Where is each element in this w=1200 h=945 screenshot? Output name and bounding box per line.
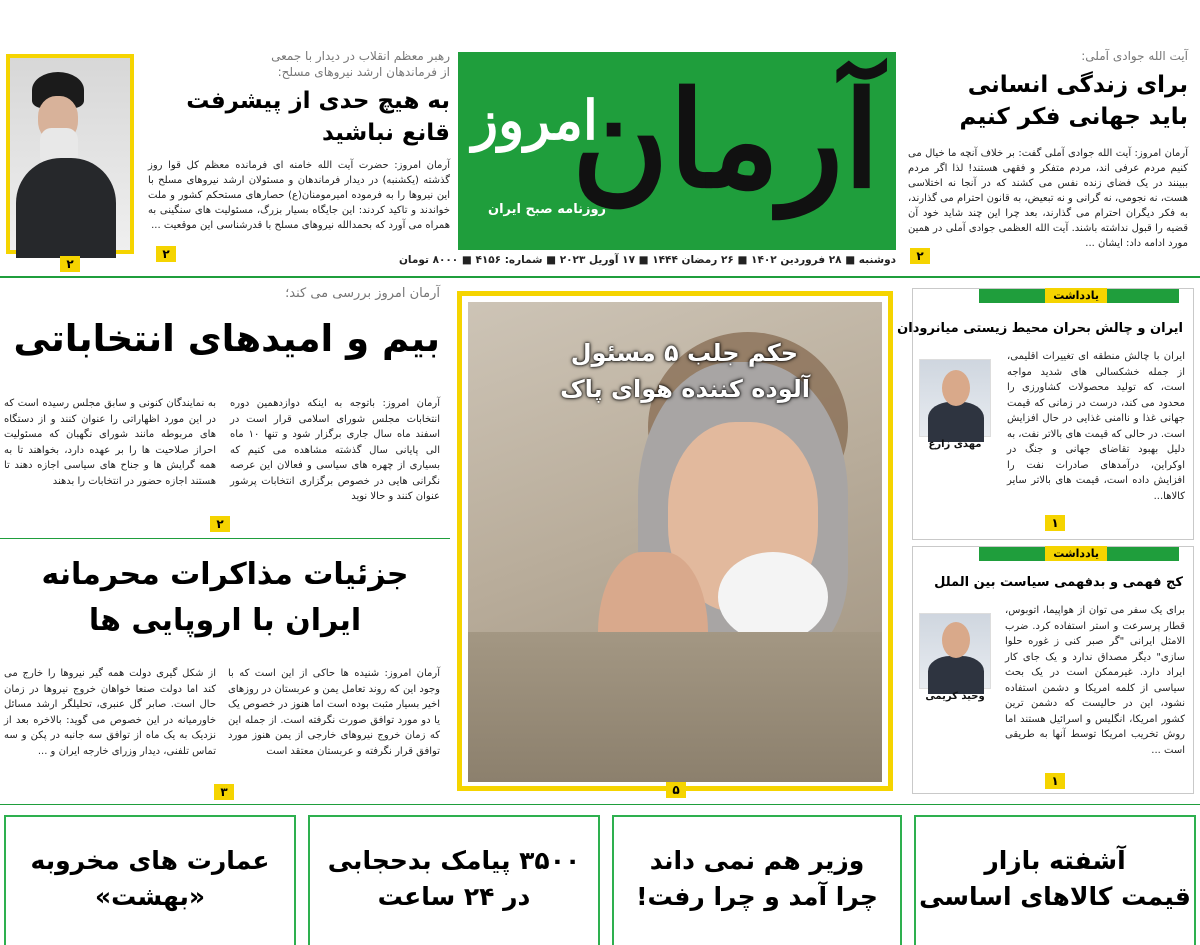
- bottom-headline-line1: ۳۵۰۰ پیامک بدحجابی: [327, 846, 581, 875]
- author-name: وحید کریمی: [925, 691, 985, 702]
- page-number: ۳: [214, 784, 234, 800]
- bottom-headline-line2: در ۲۴ ساعت: [377, 882, 531, 911]
- col-right: آرمان امروز: شنیده ها حاکی از این است که با وجود این که روند تعامل یمن و عربستان در روزهای اخیر بسیار مثبت بوده است اما هنوز در خصوص یک یا دو مورد توافق صورت نگرفته است. از جمله این که زمان خروج نیروهای خارجی از یمن هنوز مورد توافق قرار نگرفته و عربستان معتقد است: [228, 668, 440, 757]
- page-number: ۲: [910, 248, 930, 264]
- headline-line2: باید جهانی فکر کنیم: [959, 104, 1188, 130]
- page-number: ۵: [666, 782, 686, 798]
- page-number: ۱: [1045, 773, 1065, 789]
- col-left: به نمایندگان کنونی و سابق مجلس رسیده است که در این مورد اظهاراتی را عنوان کنند و از دستگاه های مربوطه مانند شورای نگهبان که مسئولیت احراز صلاحیت ها را بر عهده دارد، بخواهند تا به همه گرایش ها و جناح های سیاسی اجازه دهند تا هستند اجازه حضور در انتخابات را بدهند: [4, 398, 216, 487]
- headline-line2: ایران با اروپایی ها: [88, 603, 362, 638]
- mid-divider: [0, 538, 450, 539]
- editorial-box-2: [912, 546, 1194, 794]
- bottom-divider: [0, 804, 1200, 805]
- bottom-story-3: [308, 815, 600, 945]
- editorial-body: ایران با چالش منطقه ای تغییرات اقلیمی، از جمله خشکسالی های شدید مواجه است، که تولید محصولات کشاورزی را محدود می کند، درست در زمانی که قیمت جهانی غذا و ناامنی غذایی در حال افزایش است. در حالی که قیمت های بالاتر نفت، به دلیل بهبود تقاضای جهانی و جنگ در اوکراین، درآمدهای صادرات نفت را افزایش داده است، قیمت های بالاتر سایر کالاها...: [1006, 351, 1185, 502]
- page-number: ۱: [1045, 515, 1065, 531]
- editorial-headline: کج فهمی و بدفهمی سیاست بین الملل: [934, 575, 1183, 590]
- headline-line2: قانع نباشید: [321, 120, 450, 146]
- page-number: ۲: [60, 256, 80, 272]
- masthead: [458, 52, 896, 250]
- bottom-headline-line1: آشفته بازار: [984, 846, 1126, 875]
- headline-line1: برای زندگی انسانی: [967, 72, 1188, 98]
- col-left: از شکل گیری دولت همه گیر نیروها را خارج می کند اما دولت صنعا خواهان خروج نیروها در زمان حال است. صابر گل عنبری، تحلیلگر ارشد مسائل خاورمیانه در این خصوص می گوید: بالاخره بعد از نزدیک به یک ماه از توافق سه جانبه در پکن و سه تماس تلفنی، دیدار وزرای خارجه ایران و ...: [4, 668, 216, 757]
- page-number-2: ۲: [156, 246, 176, 262]
- editorial-label: یادداشت: [1045, 546, 1107, 561]
- col-right: آرمان امروز: باتوجه به اینکه دوازدهمین دوره انتخابات مجلس شورای اسلامی قرار است در اسفند ماه سال جاری برگزار شود و تنها ۱۰ ماه الی پایانی سال گذشته مشاهده می کنیم که بسیاری از چهره های سیاسی و فعالان این عرصه نگرانی هایی در خصوص برگزاری انتخابات پرشور عنوان کنند و حالا نوید: [230, 398, 441, 502]
- bottom-headline-line1: عمارت های مخروبه: [30, 846, 270, 875]
- talks-story: [4, 548, 446, 800]
- top-right-story: [908, 48, 1192, 266]
- bottom-story-1: [914, 815, 1196, 945]
- dateline: دوشنبه ■ ۲۸ فروردین ۱۴۰۲ ■ ۲۶ رمضان ۱۴۴۴ ■ ۱۷ آوریل ۲۰۲۳ ■ شماره: ۴۱۵۶ ■ ۸۰۰۰ تومان: [398, 254, 896, 266]
- author-photo: [919, 359, 991, 437]
- bottom-headline-line2: قیمت کالاهای اساسی: [919, 882, 1191, 911]
- editorial-headline: ایران و چالش بحران محیط زیستی میانرودان: [897, 321, 1183, 336]
- kicker-line1: رهبر معظم انقلاب در دیدار با جمعی: [271, 49, 450, 63]
- photo-story-frame: [457, 291, 893, 797]
- editorial-label: یادداشت: [1045, 288, 1107, 303]
- bottom-story-4: [4, 815, 296, 945]
- bottom-headline-line2: چرا آمد و چرا رفت!: [636, 882, 878, 911]
- masthead-logo-main: آرمان: [571, 63, 880, 218]
- leader-photo-frame: [6, 54, 134, 271]
- top-left-story: [6, 48, 456, 271]
- bottom-headline-line2: «بهشت»: [94, 882, 206, 911]
- leader-photo: [10, 58, 130, 250]
- kicker-line2: از فرماندهان ارشد نیروهای مسلح:: [277, 65, 450, 79]
- kicker: آرمان امروز بررسی می کند؛: [285, 286, 440, 301]
- kicker: آیت الله جوادی آملی:: [1081, 49, 1188, 63]
- top-divider: [0, 276, 1200, 278]
- photo-headline-line2: آلوده کننده هوای پاک: [560, 375, 810, 403]
- editorial-box-1: [897, 288, 1194, 540]
- author-photo: [919, 613, 991, 689]
- headline-line1: جزئیات مذاکرات محرمانه: [41, 557, 409, 592]
- headline: بیم و امیدهای انتخاباتی: [13, 317, 440, 360]
- bottom-headline-line1: وزیر هم نمی داند: [649, 846, 865, 875]
- story-body: آرمان امروز: آیت الله جوادی آملی گفت: بر خلاف آنچه ما خیال می کنیم مردم عرفی اند، مردم متفکر و فقهی هستند! لذا اگر مردم ببینند در یک فضای زنده نفس می کشند که در آنجا نه اختلاسی هست، نه نجومی، نه گرانی و نه تبعیض، به قانون احترام می گذارند، به فکر دیگران احترام می گذارند، بعد چرا این چند شاید خود آن قضیه را قبول نداشته باشند. آیت الله العظمی جوادی آملی در همین مورد ادامه داد: ایشان ...: [908, 148, 1188, 249]
- headline-line1: به هیچ حدی از پیشرفت: [186, 88, 450, 114]
- editorial-body: برای یک سفر می توان از هواپیما، اتوبوس، قطار پرسرعت و استر استفاده کرد. ضرب الامثل ایرانی "گر صبر کنی ز غوره حلوا سازی" دیگر مصداق ندارد و یک جای کار ایراد دارد. غیرممکن است در یک بحث سیاسی از کلمه امریکا و دشمن استفاده نشود، این در حالیست که دشمن ترین کشور امریکا، انگلیس و اسرائیل هستند اما روش تخریب امریکا توسط آنها به طریقی است ...: [1005, 605, 1185, 756]
- masthead-logo-sub: امروز: [472, 88, 598, 152]
- photo-headline-line1: حکم جلب ۵ مسئول: [570, 339, 798, 367]
- author-name: مهدی زارع: [928, 439, 982, 450]
- page-number: ۲: [210, 516, 230, 532]
- story-body: آرمان امروز: حضرت آیت الله خامنه ای فرمانده معظم کل قوا روز گذشته (یکشنبه) در دیدار فرماندهان و مسئولان ارشد نیروهای مسلح با این نیروها را به فرموده امیرمومنان(ع) حصارهای مستحکم کشور و ملت خواندند و تاکید کردند: این جایگاه بسیار بزرگ، مسئولیت های سنگینی به همراه می آورد که بحمدالله نیروهای مسلح با قدرشناسی این موقعیت ...: [148, 160, 450, 231]
- elections-story: [4, 286, 446, 534]
- bottom-story-2: [612, 815, 902, 945]
- masthead-tagline: روزنامه صبح ایران: [488, 202, 607, 217]
